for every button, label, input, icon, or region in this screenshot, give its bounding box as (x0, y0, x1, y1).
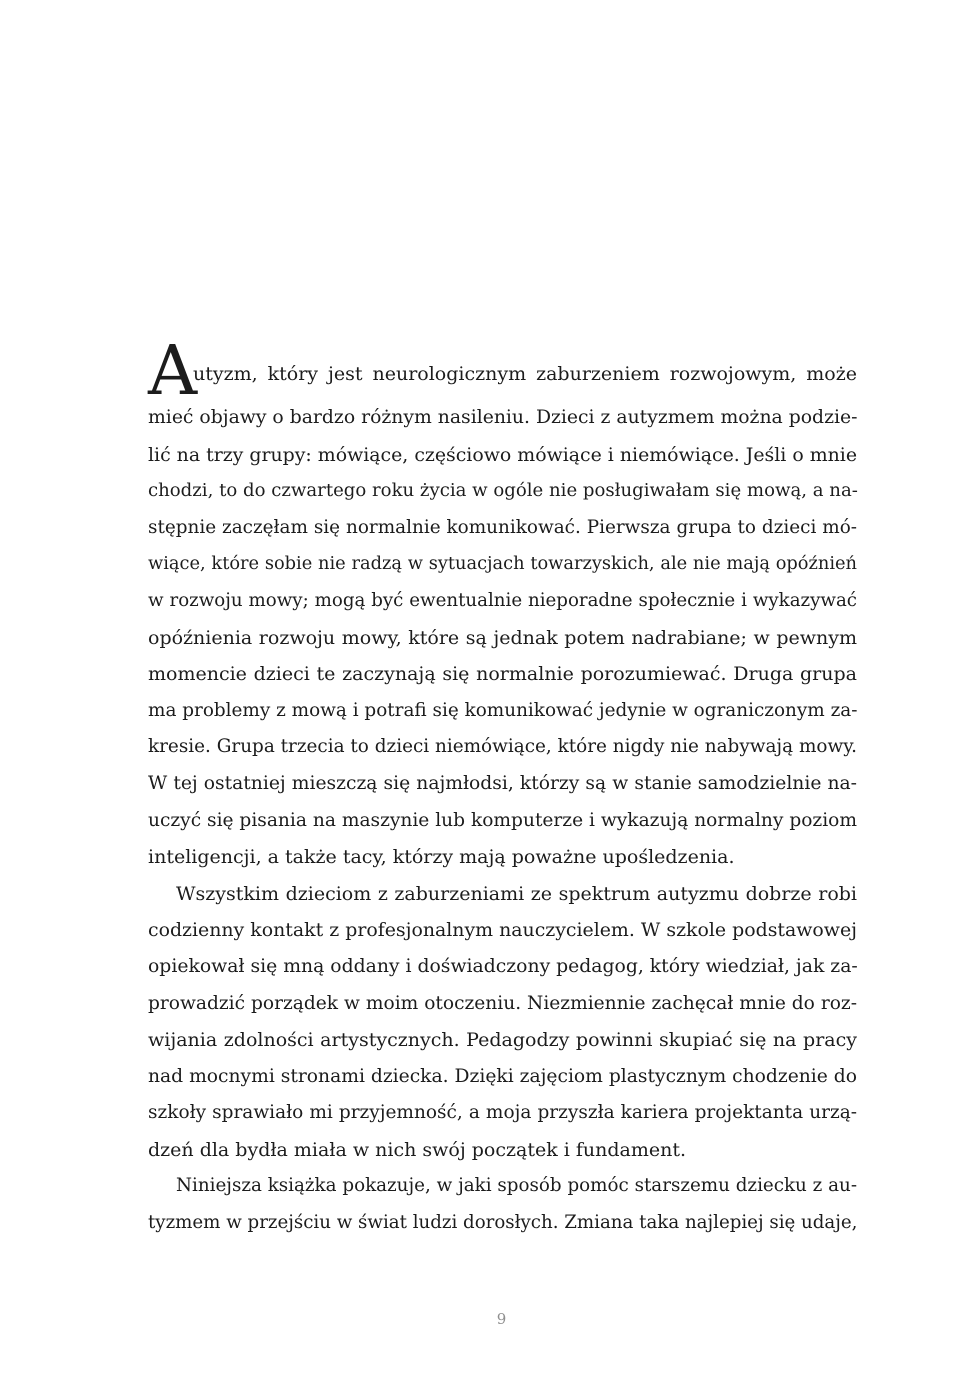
text-line: prowadzić porządek w moim otoczeniu. Niezmiennie zachęcał mnie do roz- (148, 992, 857, 1014)
text-line: kresie. Grupa trzecia to dzieci niemówiące, które nigdy nie nabywają mowy. (148, 736, 857, 758)
page-number: 9 (496, 1310, 507, 1328)
text-line: chodzi, to do czwartego roku życia w ogóle nie posługiwałam się mową, a na- (148, 480, 858, 502)
text-line: W tej ostatniej mieszczą się najmłodsi, którzy są w stanie samodzielnie na- (148, 772, 857, 794)
text-line: opóźnienia rozwoju mowy, które są jednak potem nadrabiane; w pewnym (148, 626, 857, 649)
text-line: szkoły sprawiało mi przyjemność, a moja przyszła kariera projektanta urzą- (148, 1102, 857, 1124)
text-line: uczyć się pisania na maszynie lub komputerze i wykazują normalny poziom (148, 809, 857, 831)
body-text (148, 332, 858, 1242)
text-line: opiekował się mną oddany i doświadczony pedagog, który wiedział, jak za- (148, 955, 858, 977)
drop-cap: A (148, 332, 198, 411)
text-line: inteligencji, a także tacy, którzy mają poważne upośledzenia. (148, 846, 735, 869)
text-line: dzeń dla bydła miała w nich swój początek i fundament. (148, 1138, 687, 1161)
text-line: w rozwoju mowy; mogą być ewentualnie nieporadne społecznie i wykazywać (148, 589, 857, 611)
paragraph (148, 876, 857, 1169)
text-line: wiące, które sobie nie radzą w sytuacjach towarzyskich, ale nie mają opóźnień (148, 553, 857, 575)
text-line: ma problemy z mową i potrafi się komunikować jedynie w ograniczonym za- (148, 699, 858, 721)
text-line: mieć objawy o bardzo różnym nasileniu. Dzieci z autyzmem można podzie- (148, 407, 858, 428)
text-line: wijania zdolności artystycznych. Pedagodzy powinni skupiać się na pracy (148, 1029, 857, 1052)
text-line (148, 332, 857, 411)
paragraph (148, 332, 858, 876)
text-line: stępnie zaczęłam się normalnie komunikować. Pierwsza grupa to dzieci mó- (148, 516, 857, 538)
text-line-rest: utyzm, który jest neurologicznym zaburzeniem rozwojowym, może (193, 363, 857, 385)
paragraph (148, 1168, 857, 1241)
text-line: tyzmem w przejściu w świat ludzi dorosłych. Zmiana taka najlepiej się udaje, (148, 1212, 858, 1234)
text-line: lić na trzy grupy: mówiące, częściowo mówiące i niemówiące. Jeśli o mnie (148, 443, 857, 466)
text-line: Niniejsza książka pokazuje, w jaki sposób pomóc starszemu dziecku z au- (176, 1175, 857, 1197)
text-line: momencie dzieci te zaczynają się normalnie porozumiewać. Druga grupa (148, 663, 857, 686)
text-line: codzienny kontakt z profesjonalnym nauczycielem. W szkole podstawowej (148, 919, 857, 942)
text-line: nad mocnymi stronami dziecka. Dzięki zajęciom plastycznym chodzenie do (148, 1065, 857, 1087)
text-line: Wszystkim dzieciom z zaburzeniami ze spektrum autyzmu dobrze robi (176, 882, 857, 905)
